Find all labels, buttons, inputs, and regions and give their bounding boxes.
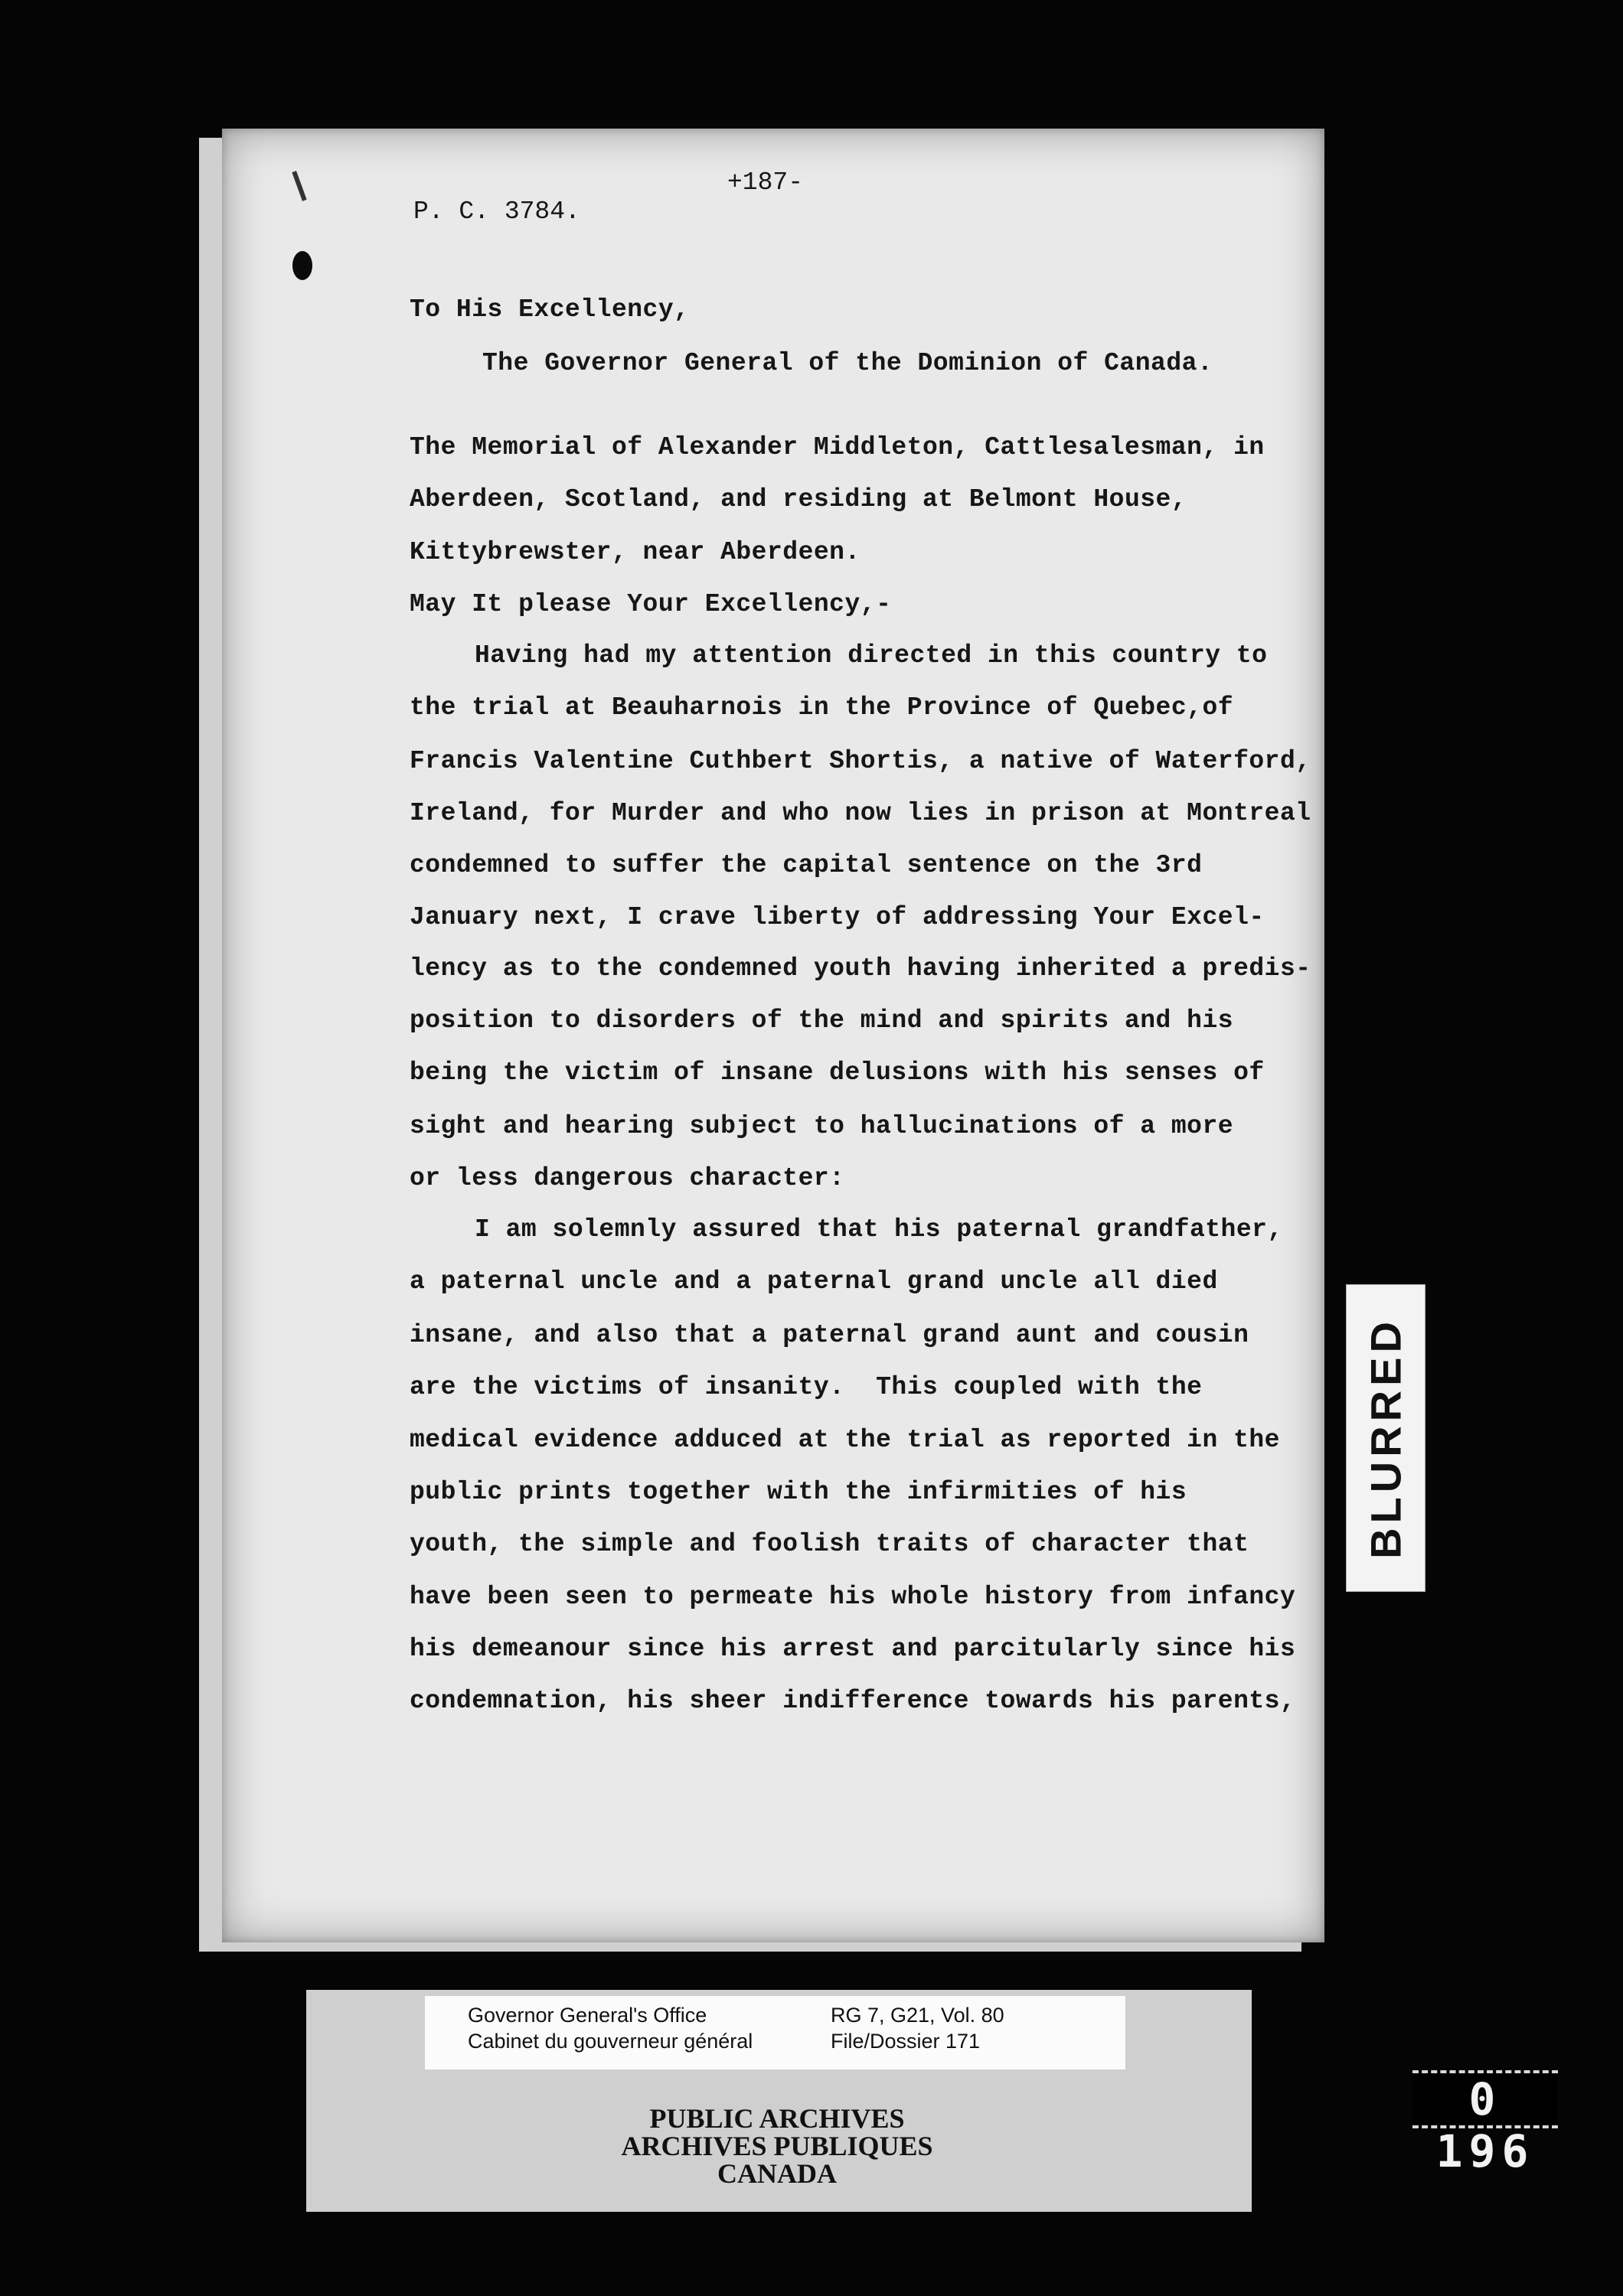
letter-line: have been seen to permeate his whole history from infancy — [410, 1583, 1296, 1611]
archive-footer — [306, 1990, 1252, 2212]
letter-line: To His Excellency, — [410, 295, 690, 324]
letter-line: The Memorial of Alexander Middleton, Cattlesalesman, in — [410, 433, 1265, 461]
letter-line: Francis Valentine Cuthbert Shortis, a native of Waterford, — [410, 747, 1311, 775]
reference-number: P. C. 3784. — [413, 197, 580, 226]
typed-letter-page — [222, 129, 1324, 1942]
office-en: Governor General's Office — [468, 2004, 707, 2027]
blurred-stamp — [1346, 1284, 1425, 1592]
letter-line: being the victim of insane delusions with his senses of — [410, 1058, 1265, 1087]
archives-en: PUBLIC ARCHIVES — [649, 2103, 905, 2134]
letter-line: I am solemnly assured that his paternal grandfather, — [475, 1215, 1283, 1244]
page-number: +187- — [727, 168, 804, 197]
archives-country: CANADA — [717, 2158, 837, 2189]
letter-line: Aberdeen, Scotland, and residing at Belmont House, — [410, 485, 1187, 514]
letter-line: public prints together with the infirmities of his — [410, 1478, 1187, 1506]
blurred-stamp-text: BLURRED — [1361, 1317, 1410, 1559]
letter-line: position to disorders of the mind and spirits and his — [410, 1006, 1234, 1035]
letter-line: insane, and also that a paternal grand aunt and cousin — [410, 1321, 1249, 1349]
letter-line: condemnation, his sheer indifference towards his parents, — [410, 1687, 1296, 1715]
letter-line: The Governor General of the Dominion of Canada. — [482, 349, 1213, 377]
letter-line: lency as to the condemned youth having inherited a predis- — [410, 954, 1311, 983]
letter-line: his demeanour since his arrest and parcitularly since his — [410, 1635, 1296, 1663]
letter-line: Ireland, for Murder and who now lies in prison at Montreal — [410, 799, 1311, 827]
letter-line: or less dangerous character: — [410, 1164, 845, 1192]
letter-line: January next, I crave liberty of addressing Your Excel- — [410, 903, 1265, 931]
letter-line: medical evidence adduced at the trial as reported in the — [410, 1426, 1280, 1454]
letter-line: a paternal uncle and a paternal grand uncle all died — [410, 1267, 1218, 1296]
letter-line: are the victims of insanity. This coupled with the — [410, 1373, 1203, 1401]
letter-line: the trial at Beauharnois in the Province of Quebec,of — [410, 693, 1234, 722]
letter-line: youth, the simple and foolish traits of character that — [410, 1530, 1249, 1558]
letter-line: Having had my attention directed in this country to — [475, 641, 1268, 670]
record-group: RG 7, G21, Vol. 80 — [831, 2004, 1004, 2027]
file-number: File/Dossier 171 — [831, 2030, 981, 2053]
archive-label-card — [425, 1996, 1125, 2069]
letter-line: condemned to suffer the capital sentence on the 3rd — [410, 851, 1203, 879]
pencil-mark — [292, 171, 306, 201]
archives-fr: ARCHIVES PUBLIQUES — [621, 2131, 933, 2161]
archives-stamp — [436, 2105, 1118, 2187]
letter-line: May It please Your Excellency,- — [410, 590, 892, 618]
letter-line: sight and hearing subject to hallucinations of a more — [410, 1112, 1234, 1140]
frame-number: 0 196 — [1412, 2070, 1558, 2128]
letter-line: Kittybrewster, near Aberdeen. — [410, 538, 860, 566]
punch-hole — [292, 251, 312, 280]
office-fr: Cabinet du gouverneur général — [468, 2030, 753, 2053]
